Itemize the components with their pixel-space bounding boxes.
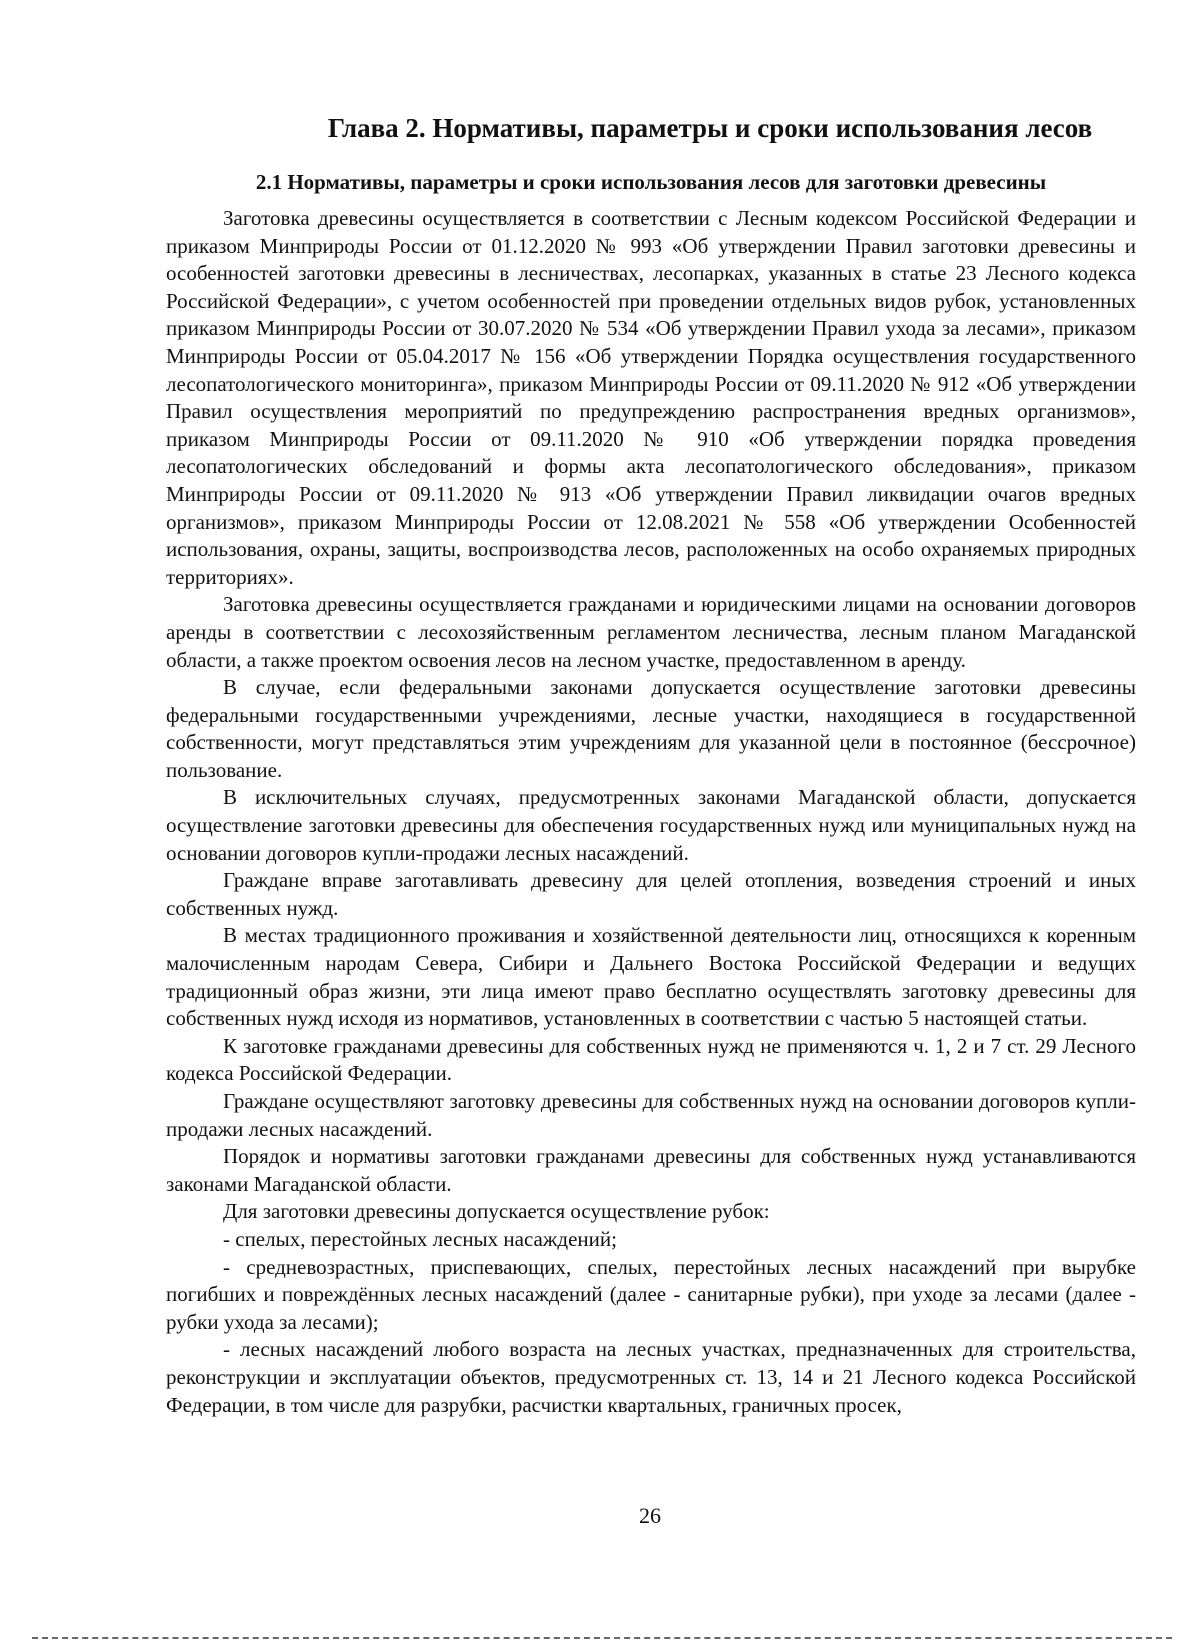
list-item: - спелых, перестойных лесных насаждений; [223, 1226, 617, 1251]
paragraph: К заготовке гражданами древесины для собственных нужд не применяются ч. 1, 2 и 7 ст. 29 Лесного кодекса Российской Федерации. [166, 1033, 1136, 1086]
paragraph: Заготовка древесины осуществляется гражданами и юридическими лицами на основании договоров аренды в соответствии с лесохозяйственным регламентом лесничества, лесным планом Магаданской области, а также проектом освоения лесов на лесном участке, предоставленном в аренду. [166, 592, 1136, 672]
paragraph: В случае, если федеральными законами допускается осуществление заготовки древесины федеральными государственными учреждениями, лесные участки, находящиеся в государственной собственности, могут представляться этим учреждениям для указанной цели в постоянное (бессрочное) пользование. [166, 675, 1136, 782]
body-text [166, 205, 1136, 1419]
paragraph: Для заготовки древесины допускается осуществление рубок: [223, 1199, 770, 1224]
paragraph: Заготовка древесины осуществляется в соответствии с Лесным кодексом Российской Федерации и приказом Минприроды России от 01.12.2020 № 993 «Об утверждении Правил заготовки древесины и особенностей заготовки древесины в лесничествах, лесопарках, указанных в статье 23 Лесного кодекса Российской Федерации», с учетом особенностей при проведении отдельных видов рубок, установленных приказом Минприроды России от 30.07.2020 № 534 «Об утверждении Правил ухода за лесами», приказом Минприроды России от 05.04.2017 № 156 «Об утверждении Порядка осуществления государственного лесопатологического мониторинга», приказом Минприроды России от 09.11.2020 № 912 «Об утверждении Правил осуществления мероприятий по предупреждению распространения вредных организмов», приказом Минприроды России от 09.11.2020 № 910 «Об утверждении порядка проведения лесопатологических обследований и формы акта лесопатологического обследования», приказом Минприроды России от 09.11.2020 № 913 «Об утверждении Правил ликвидации очагов вредных организмов», приказом Минприроды России от 12.08.2021 № 558 «Об утверждении Особенностей использования, охраны, защиты, воспроизводства лесов, расположенных на особо охраняемых природных территориях». [166, 206, 1136, 589]
page-number: 26 [639, 1503, 661, 1528]
chapter-title: Глава 2. Нормативы, параметры и сроки использования лесов [327, 113, 1093, 143]
list-item: - лесных насаждений любого возраста на лесных участках, предназначенных для строительства, реконструкции и эксплуатации объектов, предусмотренных ст. 13, 14 и 21 Лесного кодекса Российской Федерации, в том числе для разрубки, расчистки квартальных, граничных просек, [166, 1337, 1136, 1417]
paragraph: Граждане осуществляют заготовку древесины для собственных нужд на основании договоров купли-продажи лесных насаждений. [166, 1089, 1136, 1141]
list-item: - средневозрастных, приспевающих, спелых, перестойных лесных насаждений при вырубке погибших и повреждённых лесных насаждений (далее - санитарные рубки), при уходе за лесами (далее - рубки ухода за лесами); [166, 1254, 1136, 1334]
section-title: 2.1 Нормативы, параметры и сроки использования лесов для заготовки древесины [255, 170, 1047, 194]
paragraph: Порядок и нормативы заготовки гражданами древесины для собственных нужд устанавливаются законами Магаданской области. [166, 1144, 1136, 1196]
paragraph: В местах традиционного проживания и хозяйственной деятельности лиц, относящихся к коренным малочисленным народам Севера, Сибири и Дальнего Востока Российской Федерации и ведущих традиционный образ жизни, эти лица имеют право бесплатно осуществлять заготовку древесины для собственных нужд исходя из нормативов, установленных в соответствии с частью 5 настоящей статьи. [166, 923, 1136, 1031]
paragraph: Граждане вправе заготавливать древесину для целей отопления, возведения строений и иных собственных нужд. [166, 868, 1136, 920]
scan-edge-divider [32, 1637, 1172, 1639]
paragraph: В исключительных случаях, предусмотренных законами Магаданской области, допускается осуществление заготовки древесины для обеспечения государственных нужд или муниципальных нужд на основании договоров купли-продажи лесных насаждений. [166, 785, 1136, 865]
